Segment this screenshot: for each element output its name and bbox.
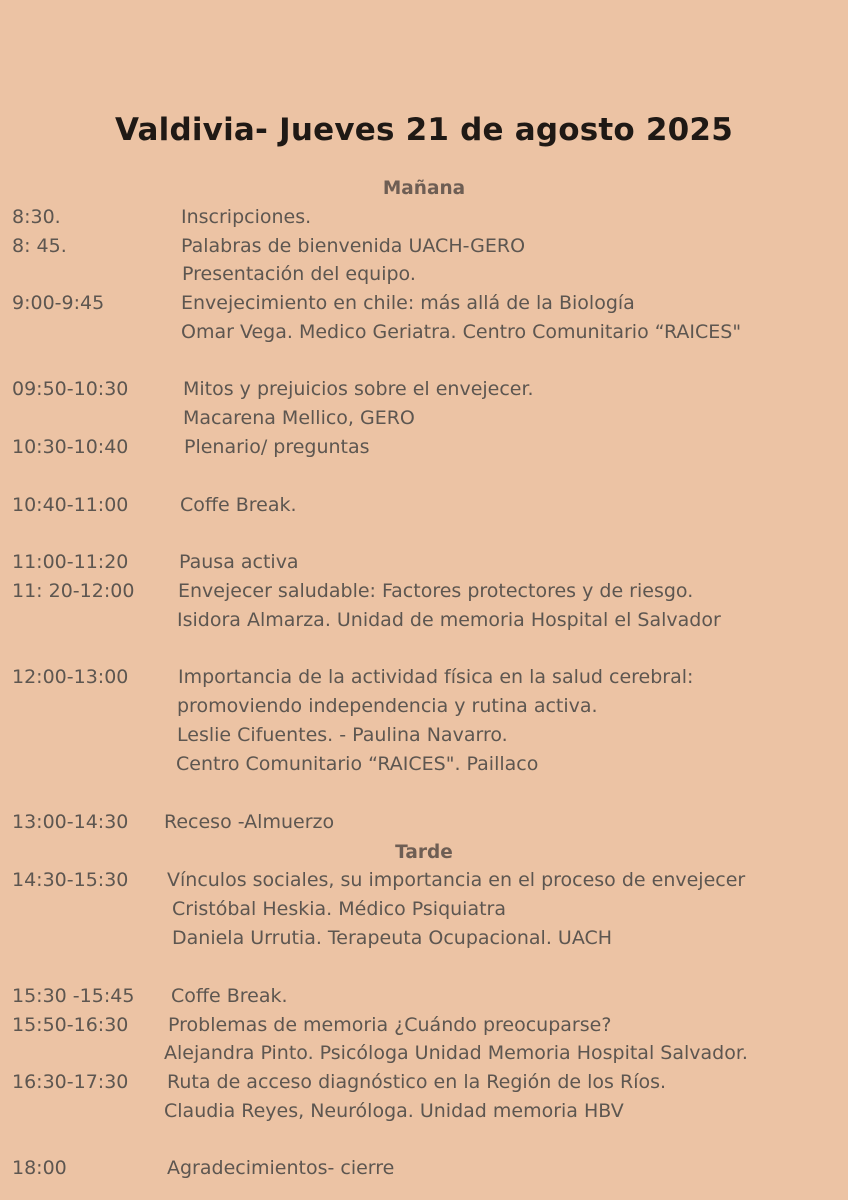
schedule-speaker: Omar Vega. Medico Geriatra. Centro Comunitario “RAICES": [181, 321, 742, 343]
schedule-speaker: Alejandra Pinto. Psicóloga Unidad Memoria Hospital Salvador.: [164, 1042, 748, 1064]
schedule-activity: Coffe Break.: [180, 494, 297, 516]
schedule-speaker: Claudia Reyes, Neuróloga. Unidad memoria HBV: [164, 1100, 624, 1122]
schedule-time: 15:30 -15:45: [12, 985, 135, 1007]
page-title: Valdivia- Jueves 21 de agosto 2025: [115, 112, 733, 148]
schedule-time: 11: 20-12:00: [12, 580, 135, 602]
schedule-time: 11:00-11:20: [12, 551, 129, 573]
schedule-time: 14:30-15:30: [12, 869, 129, 891]
schedule-activity: Palabras de bienvenida UACH-GERO: [181, 235, 526, 257]
schedule-speaker: Daniela Urrutia. Terapeuta Ocupacional. UACH: [172, 927, 613, 949]
schedule-time: 18:00: [12, 1157, 67, 1179]
section-heading-afternoon: Tarde: [395, 842, 453, 863]
schedule-activity: Presentación del equipo.: [182, 263, 416, 285]
schedule-time: 10:30-10:40: [12, 436, 129, 458]
schedule-activity: Ruta de acceso diagnóstico en la Región de los Ríos.: [167, 1071, 667, 1093]
schedule-time: 8:30.: [12, 206, 61, 228]
schedule-speaker: Leslie Cifuentes. - Paulina Navarro.: [177, 724, 508, 746]
schedule-activity: promoviendo independencia y rutina activa.: [177, 695, 598, 717]
schedule-speaker: Cristóbal Heskia. Médico Psiquiatra: [172, 898, 506, 920]
schedule-activity: Envejecer saludable: Factores protectores y de riesgo.: [178, 580, 694, 602]
schedule-activity: Problemas de memoria ¿Cuándo preocuparse?: [168, 1014, 612, 1036]
schedule-speaker: Centro Comunitario “RAICES". Paillaco: [176, 753, 539, 775]
schedule-time: 12:00-13:00: [12, 666, 129, 688]
schedule-time: 15:50-16:30: [12, 1014, 129, 1036]
schedule-time: 09:50-10:30: [12, 378, 129, 400]
schedule-speaker: Isidora Almarza. Unidad de memoria Hospital el Salvador: [177, 609, 721, 631]
schedule-activity: Agradecimientos- cierre: [167, 1157, 395, 1179]
schedule-time: 16:30-17:30: [12, 1071, 129, 1093]
schedule-activity: Inscripciones.: [181, 206, 312, 228]
schedule-time: 8: 45.: [12, 235, 67, 257]
schedule-activity: Plenario/ preguntas: [184, 436, 370, 458]
schedule-activity: Receso -Almuerzo: [164, 811, 335, 833]
schedule-activity: Envejecimiento en chile: más allá de la Biología: [181, 292, 635, 314]
schedule-activity: Importancia de la actividad física en la salud cerebral:: [178, 666, 694, 688]
schedule-time: 13:00-14:30: [12, 811, 129, 833]
schedule-activity: Coffe Break.: [171, 985, 288, 1007]
schedule-activity: Pausa activa: [179, 551, 299, 573]
schedule-activity: Vínculos sociales, su importancia en el proceso de envejecer: [167, 869, 746, 891]
schedule-speaker: Macarena Mellico, GERO: [183, 407, 415, 429]
schedule-activity: Mitos y prejuicios sobre el envejecer.: [183, 378, 534, 400]
schedule-time: 9:00-9:45: [12, 292, 105, 314]
schedule-time: 10:40-11:00: [12, 494, 129, 516]
section-heading-morning: Mañana: [382, 178, 466, 199]
